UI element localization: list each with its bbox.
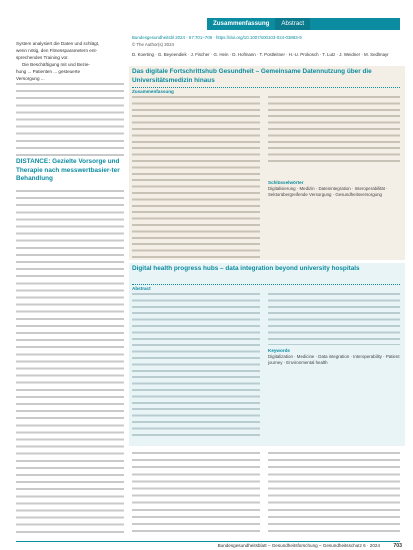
body-text: System analysiert die Daten und schlägt, [16,41,100,46]
copyright-line: © The Author(s) 2024 [132,42,174,47]
body-text: Die Beschäftigung mit und Bezie- [22,62,90,68]
summary-text-col1 [132,96,260,258]
title-de: Das digitale Fortschrittshub Gesundheit – Gemeinsame Datennutzung über die Universitätsmedizin hinaus [132,68,372,84]
footer-journal: Bundesgesundheitsblatt – Gesundheitsforschung – Gesundheitsschutz 6 · 2024 [217,543,380,548]
zusammenfassung-label: Zusammenfassung [132,89,174,94]
header-tab-bar [207,18,400,30]
title-en: Digital health progress hubs – data integration beyond university hospitals [132,265,360,272]
keywords-text: Digitalization · Medicine · Data integration · Interoperability · Patient journey · Environmental health [268,354,400,366]
footer-rule [16,541,400,542]
body-text: sprechendes Training vor. [16,55,69,61]
citation: Bundesgesundheitsbl 2024 · 67:701–709 · https://doi.org/10.1007/s00103-024-03883-9 [132,35,302,40]
body-column-3 [268,452,400,536]
section-heading-distance: DISTANCE: Gezielte Vorsorge und Therapie nach messwertbasier-ter Behandlung [16,158,120,182]
abstract-label: Abstract [132,286,151,291]
abstract-text-col2 [268,293,400,345]
schlusselwoerter-text: Digitalisierung · Medizin · Datenintegration · Interoperabilität · Sektorübergreifende Versorgung · Gesundheitsversorgung [268,186,388,198]
schlusselwoerter-label: Schlüsselwörter [268,180,304,185]
body-text: wenn nötig, den Fitnessparametern ent- [16,48,98,54]
body-text: Versorgung ... [16,76,45,82]
left-column-text-block [16,190,124,536]
body-column-2 [132,452,260,536]
left-column [16,40,124,83]
body-text: hung ... Patienten ... gesteuerte [16,69,81,75]
citation-line [132,35,402,41]
tab-zusammenfassung[interactable] [207,18,275,30]
tab-label: Zusammenfassung [213,20,270,27]
abstract-text-col1 [132,293,260,439]
tab-abstract[interactable] [275,18,310,30]
page-number: 703 [393,543,402,549]
tab-label: Abstract [281,20,305,27]
keywords-label: Keywords [268,348,290,353]
divider [132,284,400,285]
left-column-text-block [16,83,124,157]
author-list: D. Koerting · G. Beyeendiek · J. Fischer · G. Hein · D. Hofmann · T. Postleitner · H.-U. Prokosch · T. Lutz · J. Weidner · M. Sedlmayr [132,52,389,57]
summary-text-col2 [268,96,400,166]
